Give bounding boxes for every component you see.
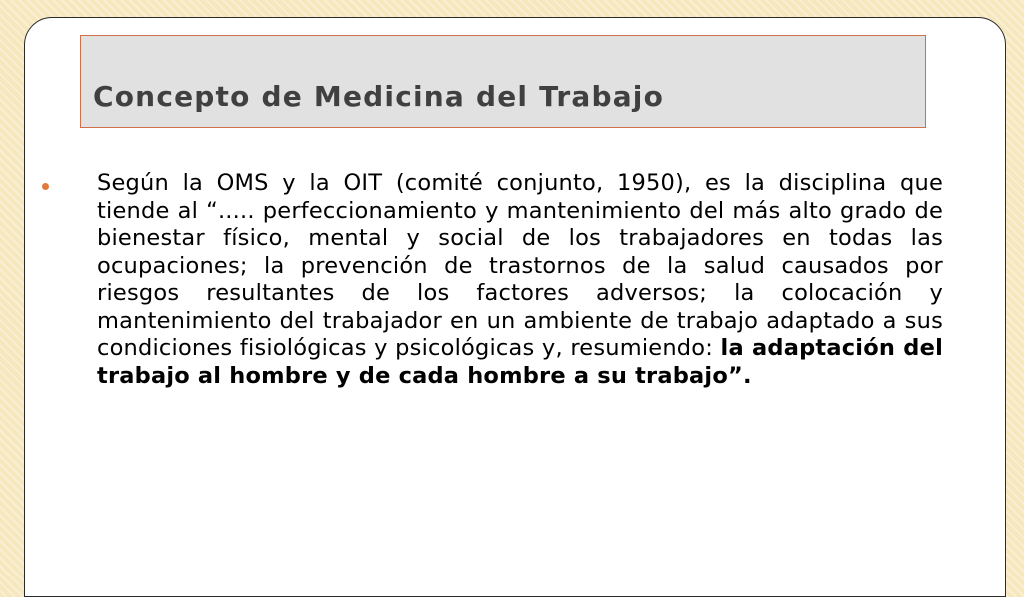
- bullet-icon: [42, 183, 49, 190]
- body-paragraph: [97, 170, 943, 390]
- body-regular-text: Según la OMS y la OIT (comité conjunto, 1950), es la disciplina que tiende al “..... perfeccionamiento y mantenimiento del más alto grado de bienestar físico, mental y social de los trabajadores en todas las ocupaciones; la prevención de trastornos de la salud causados por riesgos resultantes de los factores adversos; la colocación y mantenimiento del trabajador en un ambiente de trabajo adaptado a sus condiciones fisiológicas y psicológicas y, resumiendo:: [97, 170, 943, 361]
- slide-panel: [24, 17, 1006, 597]
- body-bold-text: la adaptación del trabajo al hombre y de cada hombre a su trabajo”.: [97, 335, 943, 389]
- title-box: [80, 35, 926, 128]
- slide-title: Concepto de Medicina del Trabajo: [93, 80, 665, 113]
